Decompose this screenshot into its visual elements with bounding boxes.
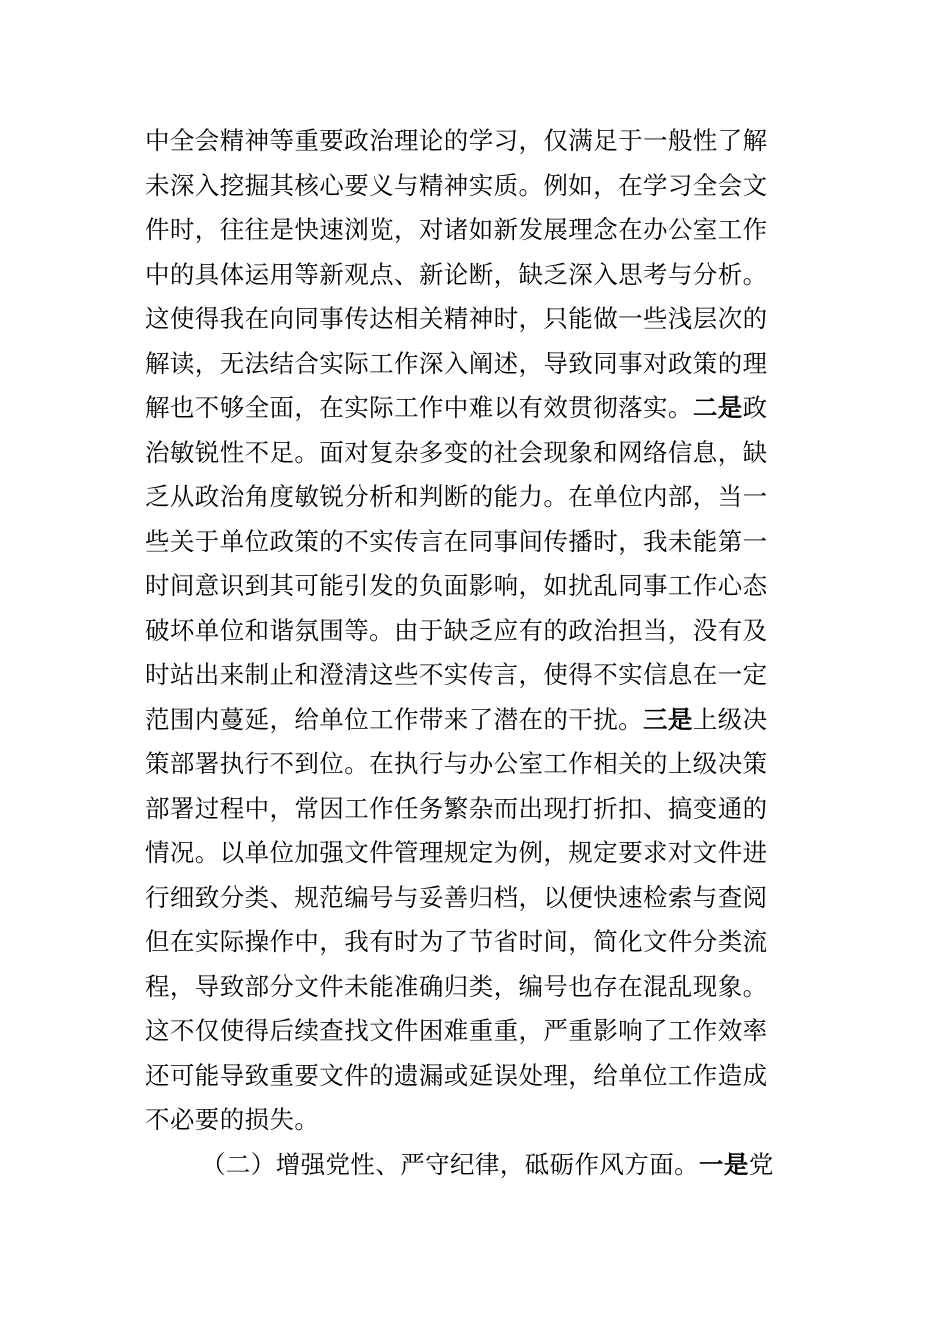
text-line: 中全会精神等重要政治理论的学习，仅满足于一般性了解 [145, 126, 768, 155]
section-heading: （二）增强党性、严守纪律，砥砺作风方面。 [201, 1149, 699, 1179]
text-line: 这使得我在向同事传达相关精神时，只能做一些浅层次的 [145, 304, 768, 333]
text-line [145, 386, 810, 431]
bold-marker: 三是 [643, 704, 693, 734]
text-line: 策部署执行不到位。在执行与办公室工作相关的上级决策 [145, 749, 768, 778]
text-segment: 上级决 [692, 704, 768, 734]
body-text [145, 119, 810, 1187]
text-segment: 政 [742, 393, 768, 422]
text-line: 未深入挖掘其核心要义与精神实质。例如，在学习全会文 [145, 170, 768, 200]
text-line: 治敏锐性不足。面对复杂多变的社会现象和网络信息，缺 [145, 437, 768, 467]
text-line: 程，导致部分文件未能准确归类，编号也存在混乱现象。 [145, 971, 768, 1001]
bold-marker: 二是 [692, 393, 743, 422]
text-line: 破坏单位和谐氛围等。由于缺乏应有的政治担当，没有及 [145, 615, 768, 645]
text-line: 中的具体运用等新观点、新论断，缺乏深入思考与分析。 [145, 259, 768, 289]
text-line: 但在实际操作中，我有时为了节省时间，简化文件分类流 [145, 927, 768, 956]
section-heading-line [145, 1143, 810, 1188]
text-segment: 解也不够全面，在实际工作中难以有效贯彻落实。 [145, 393, 693, 422]
text-line: 乏从政治角度敏锐分析和判断的能力。在单位内部，当一 [145, 482, 768, 511]
text-line [145, 698, 810, 743]
text-segment: 范围内蔓延，给单位工作带来了潜在的干扰。 [145, 704, 643, 734]
text-line: 部署过程中，常因工作任务繁杂而出现打折扣、搞变通的 [145, 793, 768, 823]
text-segment: 党 [748, 1149, 774, 1179]
text-line: 些关于单位政策的不实传言在同事间传播时，我未能第一 [145, 526, 768, 556]
text-line: 时间意识到其可能引发的负面影响，如扰乱同事工作心态 [145, 571, 768, 600]
text-line: 不必要的损失。 [145, 1105, 320, 1134]
bold-marker: 一是 [699, 1149, 749, 1179]
text-line: 情况。以单位加强文件管理规定为例，规定要求对文件进 [145, 838, 768, 867]
text-line: 时站出来制止和澄清这些不实传言，使得不实信息在一定 [145, 660, 768, 689]
text-line: 还可能导致重要文件的遗漏或延误处理，给单位工作造成 [145, 1060, 768, 1090]
text-line: 解读，无法结合实际工作深入阐述，导致同事对政策的理 [145, 348, 768, 378]
text-line: 件时，往往是快速浏览，对诸如新发展理念在办公室工作 [145, 215, 768, 244]
text-line: 这不仅使得后续查找文件困难重重，严重影响了工作效率 [145, 1016, 768, 1045]
text-line: 行细致分类、规范编号与妥善归档，以便快速检索与查阅 [145, 882, 768, 912]
